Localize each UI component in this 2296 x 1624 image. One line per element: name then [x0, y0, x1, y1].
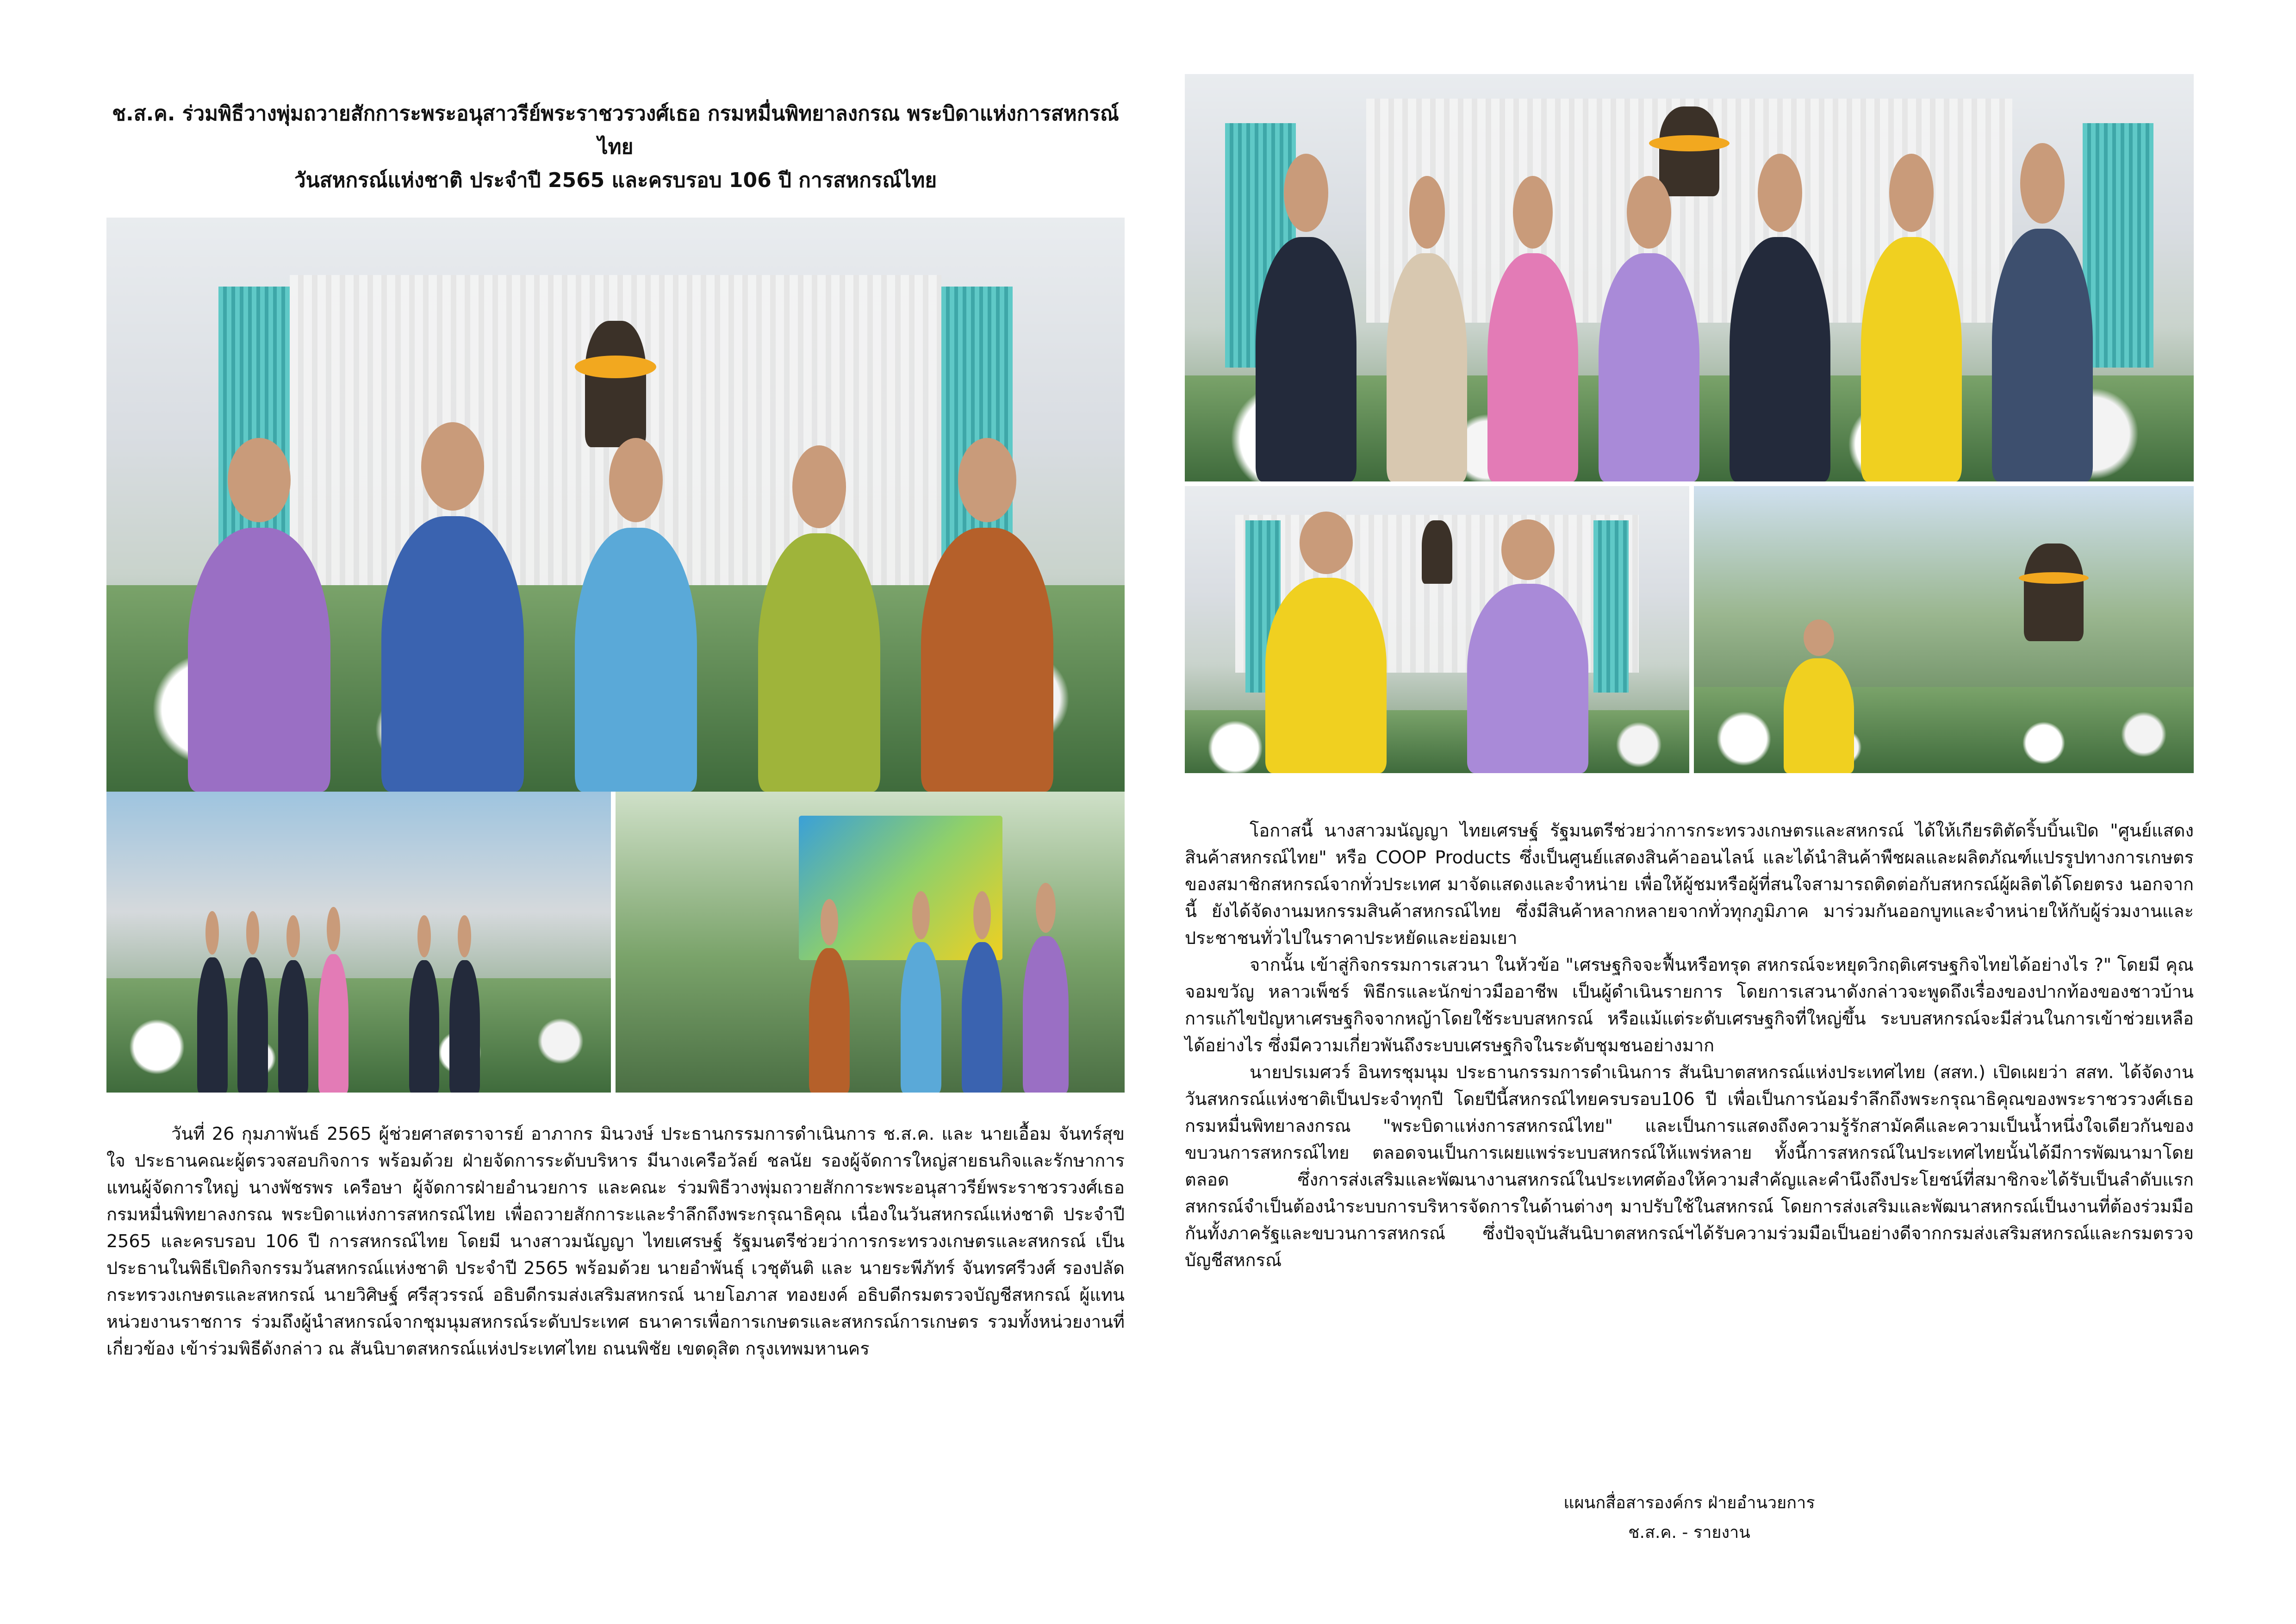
statue-icon [585, 321, 646, 447]
wreath-laying-photo [106, 792, 611, 1093]
credit-reporter: ช.ส.ค. - รายงาน [1628, 1523, 1750, 1542]
right-article-paragraph-3: นายปรเมศวร์ อินทรชุมนุม ประธานกรรมการดำเนินการ สันนิบาตสหกรณ์แห่งประเทศไทย (สสท.) เปิดเผยว่า สสท. ได้จัดงานวันสหกรณ์แห่งชาติเป็นประจำทุกปี โดยปีนี้สหกรณ์ไทยครบรอบ106 ปี เพื่อเป็นการน้อมรำลึกถึงพระกรุณาธิคุณของพระราชวรวงศ์เธอกรมหมื่นพิทยาลงกรณ "พระบิดาแห่งการสหกรณ์ไทย" และเป็นการแสดงถึงความรู้รักสามัคคีและความเป็นน้ำหนึ่งใจเดียวกันของขบวนการสหกรณ์ไทย ตลอดจนเป็นการเผยแพร่ระบบสหกรณ์ให้แพร่หลาย ทั้งนี้การสหกรณ์ในประเทศไทยนั้นได้มีการพัฒนามาโดยตลอด ซึ่งการส่งเสริมและพัฒนางานสหกรณ์ในประเทศต้องให้ความสำคัญและคำนึงถึงประโยชน์ที่สมาชิกจะได้รับเป็นลำดับแรก สหกรณ์จำเป็นต้องนำระบบการบริหารจัดการในด้านต่างๆ มาปรับใช้ในสหกรณ์ โดยการส่งเสริมและพัฒนาสหกรณ์เป็นงานที่ต้องร่วมมือกันทั้งภาครัฐและขบวนการสหกรณ์ ซึ่งปัจจุบันสันนิบาตสหกรณ์ฯได้รับความร่วมมือเป็นอย่างดีจากกรมส่งเสริมสหกรณ์และกรมตรวจบัญชีสหกรณ์ [1185, 1062, 2194, 1270]
left-article-body [106, 1120, 1125, 1362]
left-article-paragraph: วันที่ 26 กุมภาพันธ์ 2565 ผู้ช่วยศาสตราจารย์ อาภากร มินวงษ์ ประธานกรรมการดำเนินการ ช.ส.ค. และ นายเอื้อม จันทร์สุขใจ ประธานคณะผู้ตรวจสอบกิจการ พร้อมด้วย ฝ่ายจัดการระดับบริหาร มีนางเครือวัลย์ ชลนัย รองผู้จัดการใหญ่สายธนกิจและรักษาการแทนผู้จัดการใหญ่ นางพัชรพร เครือษา ผู้จัดการฝ่ายอำนวยการ และคณะ ร่วมพิธีวางพุ่มถวายสักการะพระอนุสาวรีย์พระราชวรวงศ์เธอ กรมหมื่นพิทยาลงกรณ พระบิดาแห่งการสหกรณ์ไทย เพื่อถวายสักการะและรำลึกถึงพระกรุณาธิคุณ เนื่องในวันสหกรณ์แห่งชาติ ประจำปี 2565 และครบรอบ 106 ปี การสหกรณ์ไทย โดยมี นางสาวมนัญญา ไทยเศรษฐ์ รัฐมนตรีช่วยว่าการกระทรวงเกษตรและสหกรณ์ เป็นประธานในพิธีเปิดกิจกรรมวันสหกรณ์แห่งชาติ ประจำปี 2565 พร้อมด้วย นายอำพันธุ์ เวชุตันติ และ นายระพีภัทร์ จันทรศรีวงศ์ รองปลัดกระทรวงเกษตรและสหกรณ์ นายวิศิษฐ์ ศรีสุวรรณ์ อธิบดีกรมส่งเสริมสหกรณ์ นายโอภาส ทองยงค์ อธิบดีกรมตรวจบัญชีสหกรณ์ ผู้แทนหน่วยงานราชการ ร่วมถึงผู้นำสหกรณ์จากชุมนุมสหกรณ์ระดับประเทศ ธนาคารเพื่อการเกษตรและสหกรณ์การเกษตร รวมทั้งหน่วยงานที่เกี่ยวข้อง เข้าร่วมพิธีดังกล่าว ณ สันนิบาตสหกรณ์แห่งประเทศไทย ถนนพิชัย เขตดุสิต กรุงเทพมหานคร [106, 1124, 1125, 1359]
article-title-line-1: ช.ส.ค. ร่วมพิธีวางพุ่มถวายสักการะพระอนุสาวรีย์พระราชวรวงศ์เธอ กรมหมื่นพิทยาลงกรณ พระบิดาแห่งการสหกรณ์ไทย [112, 102, 1119, 159]
right-article-paragraph-2: จากนั้น เข้าสู่กิจกรรมการเสวนา ในหัวข้อ "เศรษฐกิจจะฟื้นหรือทรุด สหกรณ์จะหยุดวิกฤติเศรษฐกิจไทยได้อย่างไร ?" โดยมี คุณจอมขวัญ หลาวเพ็ชร์ พิธีกรและนักข่าวมืออาชีพ เป็นผู้ดำเนินรายการ โดยการเสวนาดังกล่าวจะพูดถึงเรื่องของปากท้องของชาวบ้าน การแก้ไขปัญหาเศรษฐกิจจากหญ้าโดยใช้ระบบสหกรณ์ หรือแม้แต่ระดับเศรษฐกิจที่ใหญ่ขึ้น ระบบสหกรณ์จะมีส่วนในการเข้าช่วยเหลือได้อย่างไร ซึ่งมีความเกี่ยวพันถึงระบบเศรษฐกิจในระดับชุมชนอย่างมาก [1185, 955, 2194, 1056]
two-guests-photo [1185, 486, 1689, 773]
article-credits [1185, 1488, 2194, 1548]
group-photo [1185, 74, 2194, 481]
right-article-body [1185, 817, 2194, 1274]
opening-stage-photo [616, 792, 1125, 1093]
offering-photo [1694, 486, 2194, 773]
right-article-paragraph-1: โอกาสนี้ นางสาวมนัญญา ไทยเศรษฐ์ รัฐมนตรีช่วยว่าการกระทรวงเกษตรและสหกรณ์ ได้ให้เกียรติตัดริ้บบิ้นเปิด "ศูนย์แสดงสินค้าสหกรณ์ไทย" หรือ COOP Products ซึ่งเป็นศูนย์แสดงสินค้าออนไลน์ และได้นำสินค้าพืชผลและผลิตภัณฑ์แปรรูปทางการเกษตรของสมาชิกสหกรณ์จากทั่วประเทศ มาจัดแสดงและจำหน่าย เพื่อให้ผู้ชมหรือผู้ที่สนใจสามารถติดต่อกับสหกรณ์ผู้ผลิตได้โดยตรง นอกจากนี้ ยังได้จัดงานมหกรรมสินค้าสหกรณ์ไทย ซึ่งมีสินค้าหลากหลายจากทั่วทุกภูมิภาค มาร่วมกันออกบูทและจำหน่ายให้กับผู้ร่วมงานและประชาชนทั่วไปในราคาประหยัดและย่อมเยา [1185, 820, 2194, 948]
article-title [106, 97, 1125, 197]
credit-department: แผนกสื่อสารองค์กร ฝ่ายอำนวยการ [1563, 1493, 1815, 1512]
main-ceremony-photo [106, 218, 1125, 792]
article-title-line-2: วันสหกรณ์แห่งชาติ ประจำปี 2565 และครบรอบ 106 ปี การสหกรณ์ไทย [294, 169, 937, 192]
